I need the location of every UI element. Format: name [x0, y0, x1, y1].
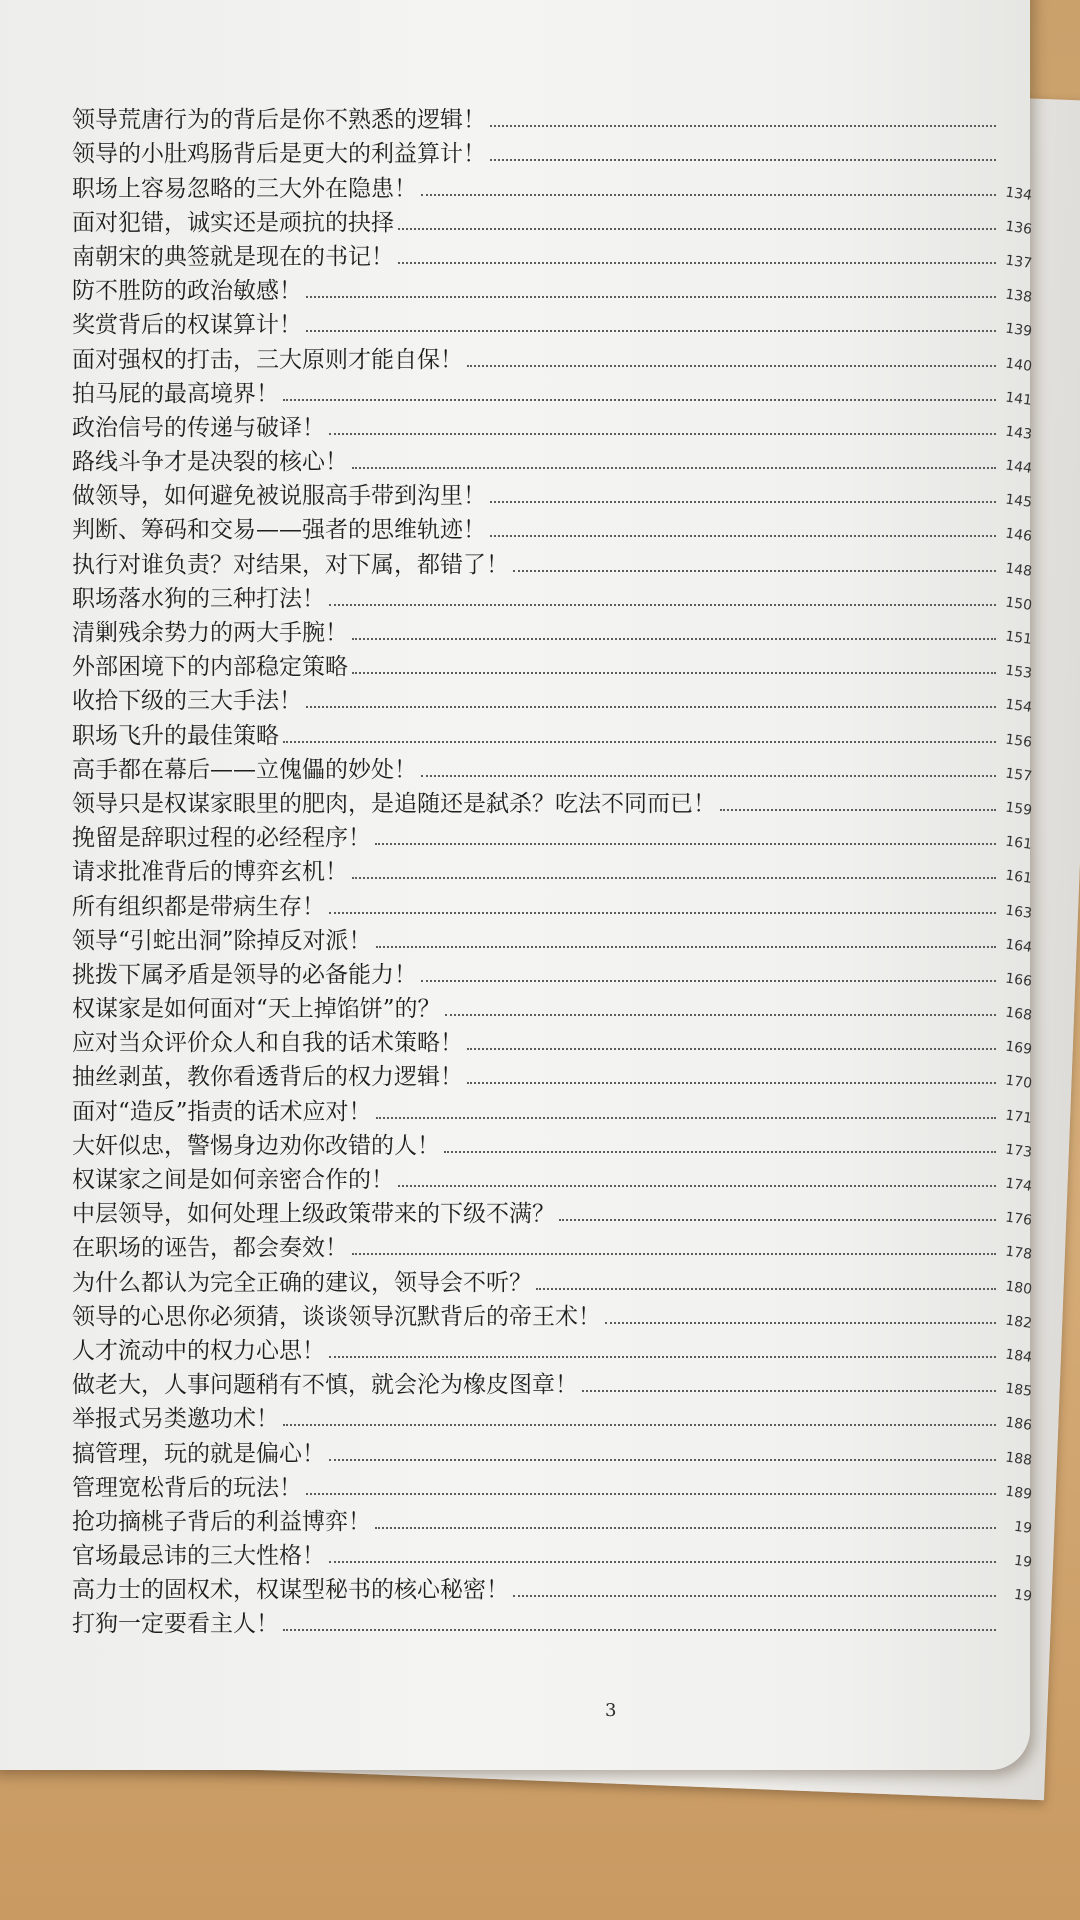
toc-entry-page: 185 — [1004, 1380, 1033, 1401]
toc-dot-leader — [329, 604, 996, 606]
toc-dot-leader — [329, 1356, 996, 1358]
toc-dot-leader — [605, 1322, 996, 1324]
toc-dot-leader — [329, 1459, 996, 1461]
toc-dot-leader — [352, 638, 996, 640]
toc-entry-page: 139 — [1004, 320, 1033, 341]
toc-entry-page: 157 — [1004, 765, 1033, 785]
toc-entry-title: 权谋家之间是如何亲密合作的！ — [72, 1167, 394, 1193]
toc-dot-leader — [513, 1595, 996, 1597]
toc-entry-title: 挑拨下属矛盾是领导的必备能力！ — [72, 961, 417, 988]
toc-entry-page: 136 — [1004, 218, 1033, 238]
toc-dot-leader — [467, 1048, 996, 1050]
toc-dot-leader — [421, 194, 996, 196]
toc-dot-leader — [559, 1219, 996, 1221]
toc-dot-leader — [445, 1014, 996, 1016]
toc-entry — [72, 850, 1033, 888]
toc-entry-page: 176 — [1004, 1209, 1033, 1230]
toc-dot-leader — [329, 912, 996, 914]
toc-entry-title: 为什么都认为完全正确的建议，领导会不听？ — [72, 1269, 532, 1296]
toc-entry-page: 170 — [1004, 1072, 1033, 1093]
toc-entry-title: 应对当众评价众人和自我的话术策略！ — [72, 1030, 463, 1057]
toc-entry-title: 路线斗争才是决裂的核心！ — [72, 449, 348, 476]
toc-entry — [72, 542, 1033, 580]
toc-entry — [72, 372, 1033, 409]
toc-entry-page: 134 — [1004, 184, 1033, 204]
toc-dot-leader — [490, 125, 996, 127]
toc-entry-title: 政治信号的传递与破译！ — [72, 414, 325, 441]
toc-entry-title: 拍马屁的最高境界！ — [72, 380, 279, 407]
toc-dot-leader — [306, 1493, 996, 1495]
toc-entry-title: 职场上容易忽略的三大外在隐患！ — [72, 175, 417, 202]
toc-entry-page: 19 — [1013, 1552, 1033, 1572]
toc-entry — [72, 884, 1033, 922]
toc-dot-leader — [490, 535, 996, 537]
toc-entry-title: 领导“引蛇出洞”除掉反对派！ — [72, 927, 372, 954]
toc-entry — [72, 1329, 1033, 1366]
toc-dot-leader — [720, 809, 996, 811]
toc-entry-page: 180 — [1004, 1278, 1033, 1298]
toc-dot-leader — [398, 262, 996, 264]
toc-entry-page: 151 — [1004, 628, 1033, 649]
toc-entry-page: 163 — [1004, 901, 1033, 922]
toc-entry-title: 举报式另类邀功术！ — [72, 1406, 279, 1433]
toc-entry — [72, 713, 1033, 751]
toc-entry-title: 做老大，人事问题稍有不慎，就会沦为橡皮图章！ — [72, 1372, 578, 1399]
toc-entry — [72, 1158, 1033, 1196]
toc-entry — [72, 235, 1033, 272]
toc-entry-title: 请求批准背后的博弈玄机！ — [72, 859, 348, 886]
toc-entry — [72, 1192, 1033, 1230]
toc-entry — [72, 919, 1033, 956]
toc-entry — [72, 1602, 1032, 1636]
toc-dot-leader — [306, 706, 996, 708]
toc-entry — [72, 953, 1033, 990]
toc-entry-page: 138 — [1004, 286, 1033, 307]
toc-entry — [72, 406, 1033, 443]
toc-entry-title: 大奸似忠，警惕身边劝你改错的人！ — [72, 1132, 440, 1159]
toc-entry-title: 中层领导，如何处理上级政策带来的下级不满？ — [72, 1201, 555, 1228]
toc-entry — [72, 1226, 1033, 1264]
toc-entry-page: 140 — [1004, 354, 1033, 375]
toc-dot-leader — [421, 980, 996, 982]
toc-dot-leader — [467, 1082, 996, 1084]
toc-entry-page: 169 — [1004, 1038, 1033, 1059]
toc-entry — [72, 269, 1033, 307]
toc-entry — [72, 1568, 1033, 1606]
toc-entry — [72, 440, 1033, 478]
toc-entry-page: 174 — [1004, 1175, 1033, 1196]
toc-entry — [72, 1055, 1033, 1093]
toc-entry-title: 清剿残余势力的两大手腕！ — [72, 620, 348, 646]
toc-dot-leader — [283, 1629, 996, 1631]
toc-dot-leader — [352, 1253, 996, 1255]
toc-entry-title: 领导荒唐行为的背后是你不熟悉的逻辑！ — [72, 107, 486, 134]
toc-entry-title: 挽留是辞职过程的必经程序！ — [72, 825, 371, 852]
toc-dot-leader — [283, 399, 996, 401]
toc-entry-page: 159 — [1004, 799, 1033, 819]
toc-entry-page: 144 — [1004, 457, 1033, 478]
toc-entry-title: 做领导，如何避免被说服高手带到沟里！ — [72, 483, 486, 510]
toc-entry — [72, 1500, 1033, 1537]
toc-entry-page: 141 — [1004, 389, 1033, 409]
toc-dot-leader — [490, 501, 996, 503]
toc-entry-page: 153 — [1004, 662, 1033, 683]
toc-dot-leader — [513, 570, 996, 572]
toc-entry — [72, 337, 1033, 375]
toc-entry — [72, 1295, 1033, 1332]
toc-entry-title: 人才流动中的权力心思！ — [72, 1337, 325, 1364]
toc-entry-title: 领导只是权谋家眼里的肥肉，是追随还是弑杀？吃法不同而已！ — [72, 790, 716, 817]
toc-entry-title: 领导的心思你必须猜，谈谈领导沉默背后的帝王术！ — [72, 1303, 601, 1330]
toc-entry-title: 判断、筹码和交易——强者的思维轨迹！ — [72, 517, 486, 544]
toc-entry-page: 156 — [1004, 731, 1033, 751]
toc-entry — [72, 1534, 1033, 1572]
toc-entry — [72, 474, 1033, 512]
toc-entry — [72, 303, 1033, 341]
toc-entry-page: 189 — [1004, 1483, 1033, 1503]
toc-entry — [72, 132, 1032, 166]
toc-dot-leader — [490, 159, 996, 161]
toc-entry-page: 150 — [1004, 594, 1033, 614]
toc-dot-leader — [375, 1527, 996, 1529]
toc-entry-title: 高手都在幕后——立傀儡的妙处！ — [72, 756, 417, 783]
toc-entry-page: 182 — [1004, 1312, 1033, 1332]
toc-entry-page: 148 — [1004, 560, 1033, 580]
toc-dot-leader — [444, 1151, 996, 1153]
toc-entry — [72, 1466, 1033, 1503]
toc-entry-page: 166 — [1004, 970, 1033, 990]
toc-entry-title: 执行对谁负责？对结果，对下属，都错了！ — [72, 551, 509, 578]
toc-entry-page: 161 — [1004, 833, 1033, 854]
toc-dot-leader — [352, 672, 996, 674]
toc-entry — [72, 1124, 1033, 1161]
toc-entry — [72, 1397, 1033, 1435]
toc-entry — [72, 679, 1033, 717]
toc-entry-page: 161 — [1004, 867, 1033, 888]
table-of-contents — [72, 98, 1032, 1636]
toc-entry — [72, 782, 1033, 819]
toc-entry-title: 打狗一定要看主人！ — [72, 1611, 279, 1638]
toc-entry-page — [1002, 1634, 1032, 1638]
toc-dot-leader — [283, 741, 996, 743]
toc-dot-leader — [536, 1288, 996, 1290]
toc-entry-title: 在职场的诬告，都会奏效！ — [72, 1235, 348, 1262]
toc-dot-leader — [283, 1424, 996, 1426]
toc-entry-page: 137 — [1004, 252, 1033, 272]
toc-dot-leader — [306, 296, 996, 298]
toc-dot-leader — [352, 467, 996, 469]
toc-entry-title: 职场落水狗的三种打法！ — [72, 585, 325, 612]
toc-entry-title: 防不胜防的政治敏感！ — [72, 278, 302, 305]
toc-entry-page: 178 — [1004, 1243, 1033, 1264]
toc-entry-page: 184 — [1004, 1346, 1033, 1366]
toc-entry-title: 奖赏背后的权谋算计！ — [72, 312, 302, 339]
toc-dot-leader — [398, 1185, 996, 1187]
toc-entry-page: 173 — [1004, 1141, 1033, 1161]
toc-dot-leader — [398, 228, 996, 230]
toc-entry-title: 官场最忌讳的三大性格！ — [72, 1543, 325, 1570]
toc-entry — [72, 987, 1033, 1025]
toc-entry-page: 188 — [1004, 1448, 1033, 1469]
toc-entry-page: 19 — [1013, 1518, 1033, 1537]
toc-dot-leader — [376, 1117, 996, 1119]
toc-dot-leader — [376, 946, 996, 948]
toc-dot-leader — [467, 365, 996, 367]
toc-entry-title: 面对“造反”指责的话术应对！ — [72, 1098, 372, 1125]
toc-entry — [72, 508, 1033, 546]
toc-entry-title: 南朝宋的典签就是现在的书记！ — [72, 243, 394, 270]
toc-entry-page: 19 — [1013, 1586, 1033, 1606]
toc-entry-page: 171 — [1004, 1107, 1033, 1127]
toc-entry-title: 高力士的固权术，权谋型秘书的核心秘密！ — [72, 1577, 509, 1604]
toc-dot-leader — [352, 877, 996, 879]
toc-entry — [72, 611, 1033, 649]
toc-entry — [72, 1363, 1033, 1401]
toc-dot-leader — [421, 775, 996, 777]
toc-entry-title: 抽丝剥茧，教你看透背后的权力逻辑！ — [72, 1064, 463, 1091]
toc-entry-page: 164 — [1004, 936, 1033, 956]
toc-entry — [72, 166, 1033, 204]
toc-entry-title: 面对强权的打击，三大原则才能自保！ — [72, 346, 463, 373]
toc-dot-leader — [375, 843, 996, 845]
toc-entry — [72, 98, 1032, 132]
toc-entry — [72, 1431, 1033, 1469]
toc-entry — [72, 577, 1033, 614]
toc-entry-title: 职场飞升的最佳策略 — [72, 722, 279, 749]
toc-entry — [72, 1089, 1033, 1127]
toc-dot-leader — [582, 1390, 996, 1392]
toc-entry-title: 领导的小肚鸡肠背后是更大的利益算计！ — [72, 141, 486, 168]
toc-entry-title: 所有组织都是带病生存！ — [72, 893, 325, 920]
toc-dot-leader — [329, 433, 996, 435]
toc-entry — [72, 645, 1033, 683]
toc-entry-title: 搞管理，玩的就是偏心！ — [72, 1440, 325, 1467]
toc-entry-title: 管理宽松背后的玩法！ — [72, 1474, 302, 1501]
toc-entry-page: 168 — [1004, 1004, 1033, 1025]
toc-entry-page: 146 — [1004, 525, 1033, 546]
toc-entry-title: 权谋家是如何面对“天上掉馅饼”的？ — [72, 996, 441, 1023]
toc-entry-page: 145 — [1004, 491, 1033, 512]
toc-dot-leader — [329, 1561, 996, 1563]
toc-entry-title: 收拾下级的三大手法！ — [72, 688, 302, 715]
toc-entry-page: 143 — [1004, 423, 1033, 443]
toc-dot-leader — [306, 330, 996, 332]
toc-entry — [72, 816, 1033, 854]
page-number: 3 — [605, 1700, 617, 1721]
toc-entry — [72, 748, 1033, 785]
toc-entry-title: 面对犯错，诚实还是顽抗的抉择 — [72, 209, 394, 236]
toc-entry-title: 抢功摘桃子背后的利益博弈！ — [72, 1508, 371, 1535]
toc-entry — [72, 1021, 1033, 1059]
toc-entry — [72, 1260, 1033, 1298]
toc-entry-page: 186 — [1004, 1414, 1033, 1435]
toc-entry — [72, 201, 1033, 238]
toc-entry-page: 154 — [1004, 696, 1033, 717]
toc-entry-title: 外部困境下的内部稳定策略 — [72, 654, 348, 681]
